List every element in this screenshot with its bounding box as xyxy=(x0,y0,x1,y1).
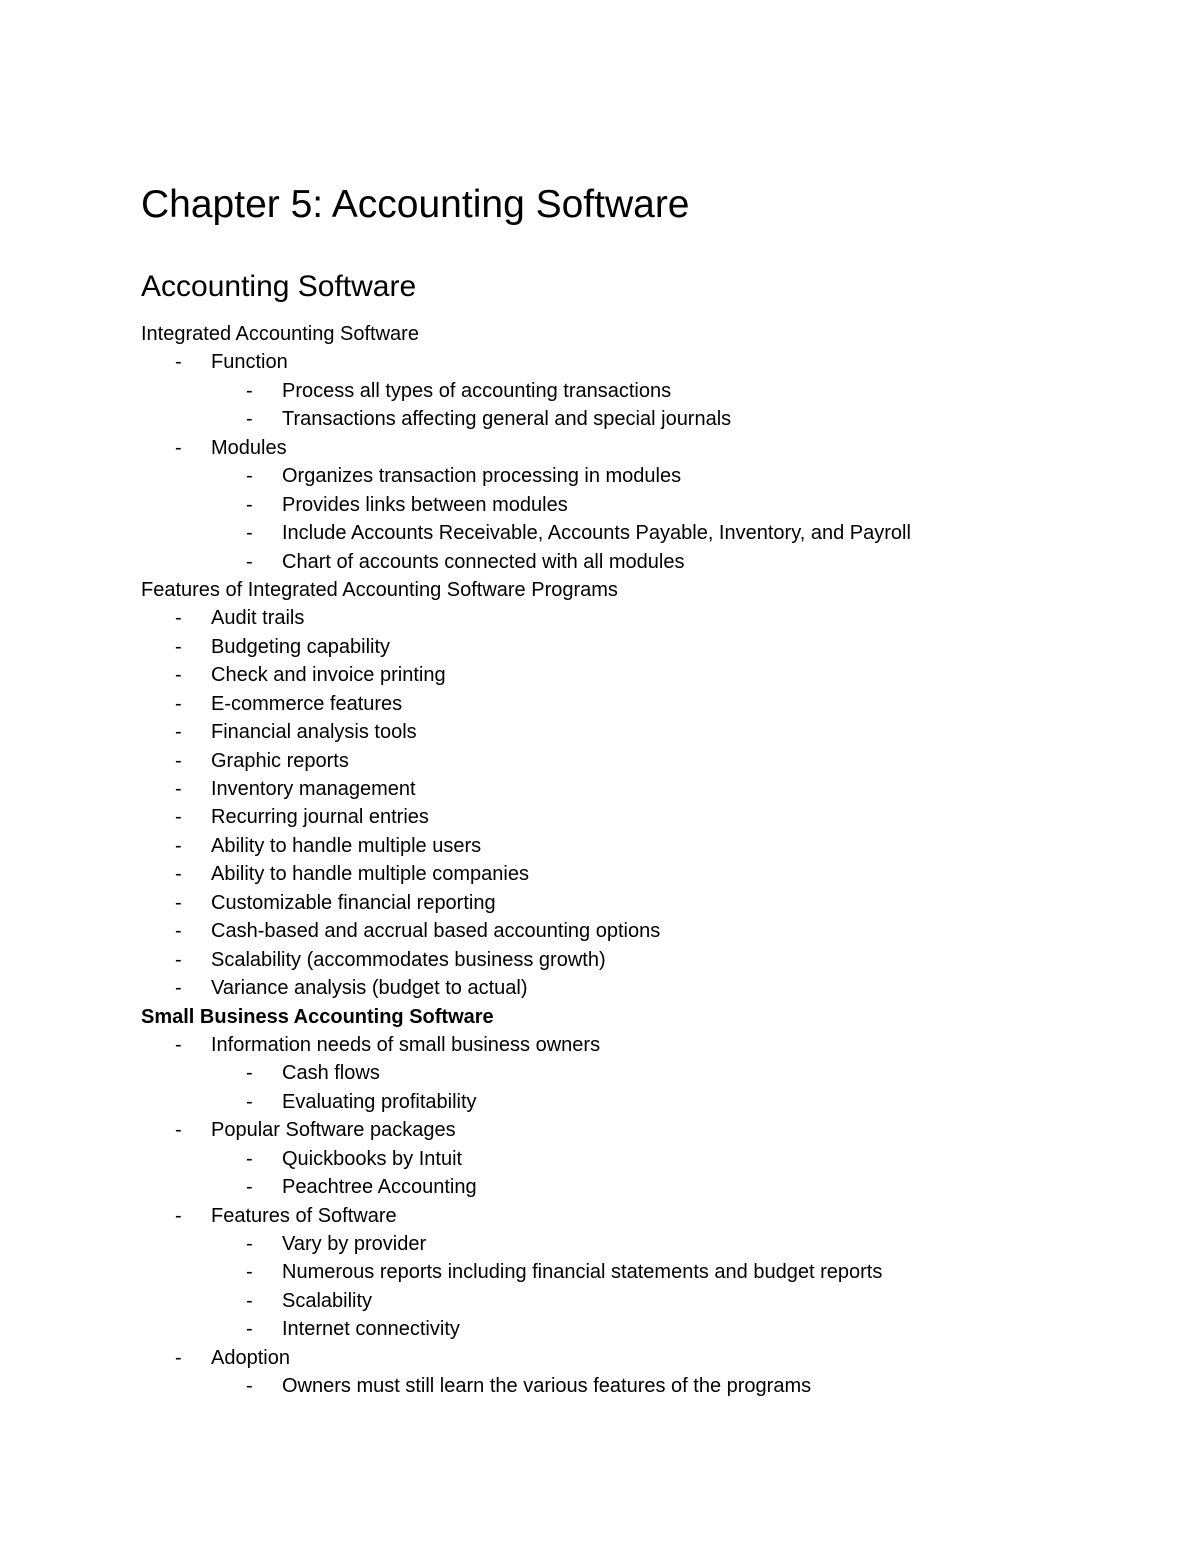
bullet-dash: - xyxy=(175,749,182,772)
list-item xyxy=(141,1059,1121,1087)
list-item xyxy=(141,974,1121,1002)
list-item xyxy=(141,690,1121,718)
bullet-dash: - xyxy=(175,351,182,374)
list-item xyxy=(141,1088,1121,1116)
list-item xyxy=(141,348,1121,376)
bullet-dash: - xyxy=(175,1346,182,1369)
bullet-dash: - xyxy=(246,1090,253,1113)
list-item-text: Include Accounts Receivable, Accounts Payable, Inventory, and Payroll xyxy=(282,522,911,545)
list-item xyxy=(141,832,1121,860)
list-item-text: Audit trails xyxy=(211,607,305,630)
list-item xyxy=(141,434,1121,462)
outline-body xyxy=(141,320,1121,1401)
list-item-text: Ability to handle multiple companies xyxy=(211,863,529,886)
list-item-text: Peachtree Accounting xyxy=(282,1176,477,1199)
list-item-text: Provides links between modules xyxy=(282,493,568,516)
list-item xyxy=(141,548,1121,576)
bullet-dash: - xyxy=(175,920,182,943)
bullet-dash: - xyxy=(246,1375,253,1398)
list-item-text: Numerous reports including financial statements and budget reports xyxy=(282,1261,883,1284)
list-item-text: Function xyxy=(211,351,288,374)
list-item xyxy=(141,917,1121,945)
list-item xyxy=(141,860,1121,888)
list-item xyxy=(141,604,1121,632)
list-item xyxy=(141,1372,1121,1400)
list-item-text: Modules xyxy=(211,436,287,459)
outline-heading xyxy=(141,576,1121,604)
list-item-text: Inventory management xyxy=(211,778,416,800)
bullet-dash: - xyxy=(246,408,253,431)
section-heading: Accounting Software xyxy=(141,270,417,303)
list-item-text: Transactions affecting general and special journals xyxy=(282,408,732,431)
list-item xyxy=(141,1145,1121,1173)
list-item-text: Scalability xyxy=(282,1289,373,1312)
list-item xyxy=(141,1287,1121,1315)
list-item-text: Evaluating profitability xyxy=(282,1090,477,1113)
list-item-text: Vary by provider xyxy=(282,1233,427,1255)
bullet-dash: - xyxy=(246,1261,253,1284)
list-item-text: Recurring journal entries xyxy=(211,806,429,829)
list-item-text: Organizes transaction processing in modules xyxy=(282,465,682,488)
bullet-dash: - xyxy=(246,379,253,402)
outline-heading-text: Features of Integrated Accounting Software Programs xyxy=(141,578,618,601)
list-item-text: E-commerce features xyxy=(211,692,403,715)
outline-heading-text: Integrated Accounting Software xyxy=(141,323,419,345)
bullet-dash: - xyxy=(175,977,182,1000)
outline-heading xyxy=(141,1003,1121,1031)
list-item-text: Owners must still learn the various features of the programs xyxy=(282,1375,812,1398)
bullet-dash: - xyxy=(246,522,253,545)
list-item-text: Features of Software xyxy=(211,1204,397,1227)
list-item xyxy=(141,889,1121,917)
list-item-text: Internet connectivity xyxy=(282,1318,460,1341)
list-item-text: Quickbooks by Intuit xyxy=(282,1147,463,1170)
bullet-dash: - xyxy=(175,806,182,829)
list-item xyxy=(141,405,1121,433)
bullet-dash: - xyxy=(246,1233,253,1255)
outline-heading-text: Small Business Accounting Software xyxy=(141,1005,494,1028)
list-item-text: Popular Software packages xyxy=(211,1119,456,1142)
list-item-text: Information needs of small business owners xyxy=(211,1033,601,1056)
list-item xyxy=(141,775,1121,803)
bullet-dash: - xyxy=(175,607,182,630)
list-item xyxy=(141,946,1121,974)
list-item-text: Budgeting capability xyxy=(211,635,391,658)
bullet-dash: - xyxy=(175,891,182,914)
bullet-dash: - xyxy=(175,863,182,886)
bullet-dash: - xyxy=(175,1033,182,1056)
bullet-dash: - xyxy=(175,778,182,800)
list-item-text: Process all types of accounting transactions xyxy=(282,379,672,402)
list-item-text: Scalability (accommodates business growth) xyxy=(211,948,606,971)
list-item xyxy=(141,519,1121,547)
list-item xyxy=(141,718,1121,746)
list-item xyxy=(141,1031,1121,1059)
list-item xyxy=(141,377,1121,405)
bullet-dash: - xyxy=(246,1147,253,1170)
list-item xyxy=(141,1116,1121,1144)
outline-heading xyxy=(141,320,1121,348)
list-item xyxy=(141,1173,1121,1201)
list-item xyxy=(141,803,1121,831)
bullet-dash: - xyxy=(175,948,182,971)
list-item xyxy=(141,747,1121,775)
bullet-dash: - xyxy=(246,550,253,573)
bullet-dash: - xyxy=(175,834,182,857)
bullet-dash: - xyxy=(246,1318,253,1341)
list-item xyxy=(141,491,1121,519)
list-item-text: Customizable financial reporting xyxy=(211,891,496,914)
list-item-text: Chart of accounts connected with all modules xyxy=(282,550,685,573)
bullet-dash: - xyxy=(175,721,182,744)
list-item-text: Variance analysis (budget to actual) xyxy=(211,977,528,1000)
list-item-text: Cash-based and accrual based accounting options xyxy=(211,920,661,943)
list-item xyxy=(141,633,1121,661)
bullet-dash: - xyxy=(175,664,182,687)
bullet-dash: - xyxy=(246,465,253,488)
list-item-text: Financial analysis tools xyxy=(211,721,417,744)
bullet-dash: - xyxy=(246,1289,253,1312)
list-item xyxy=(141,1315,1121,1343)
list-item-text: Ability to handle multiple users xyxy=(211,834,482,857)
bullet-dash: - xyxy=(175,436,182,459)
list-item-text: Graphic reports xyxy=(211,749,349,772)
page-title: Chapter 5: Accounting Software xyxy=(141,183,690,226)
list-item xyxy=(141,462,1121,490)
bullet-dash: - xyxy=(246,1062,253,1085)
list-item xyxy=(141,1258,1121,1286)
list-item xyxy=(141,661,1121,689)
list-item xyxy=(141,1202,1121,1230)
bullet-dash: - xyxy=(246,1176,253,1199)
list-item-text: Cash flows xyxy=(282,1062,380,1085)
list-item xyxy=(141,1230,1121,1258)
bullet-dash: - xyxy=(175,635,182,658)
list-item-text: Check and invoice printing xyxy=(211,664,446,687)
list-item xyxy=(141,1344,1121,1372)
bullet-dash: - xyxy=(175,1119,182,1142)
bullet-dash: - xyxy=(175,692,182,715)
bullet-dash: - xyxy=(175,1204,182,1227)
bullet-dash: - xyxy=(246,493,253,516)
list-item-text: Adoption xyxy=(211,1346,290,1369)
